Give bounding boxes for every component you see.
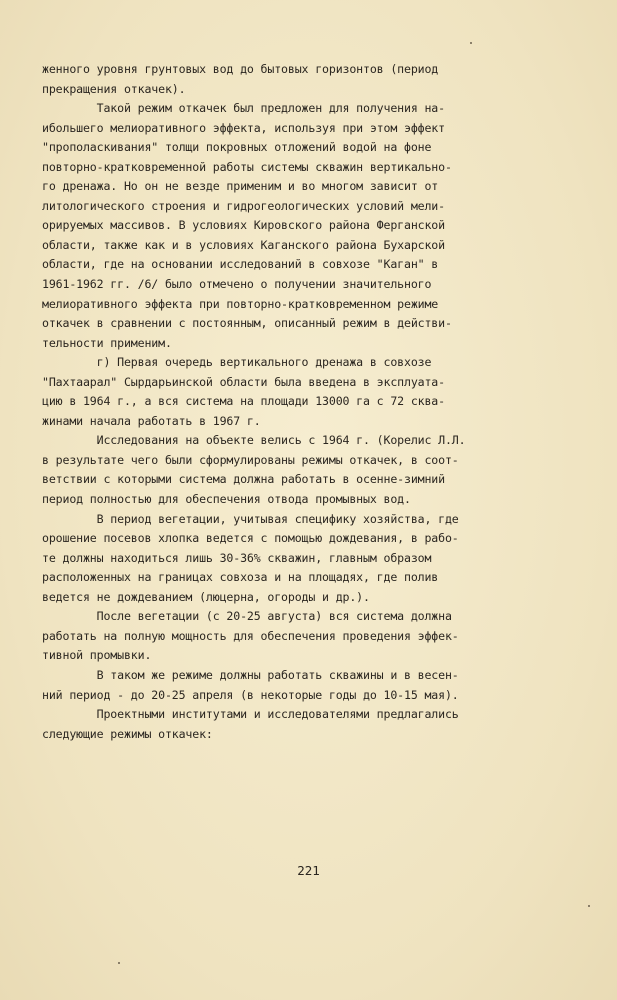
text-line: жинами начала работать в 1967 г.: [42, 413, 261, 428]
text-line: Исследования на объекте велись с 1964 г. (Корелис Л.Л.: [42, 433, 466, 448]
text-line: тивной промывки.: [42, 648, 152, 663]
text-line: г) Первая очередь вертикального дренажа в совхозе: [42, 355, 432, 370]
text-line: цию в 1964 г., а вся система на площади 13000 га с 72 сква-: [42, 394, 445, 409]
text-line: период полностью для обеспечения отвода промывных вод.: [42, 492, 411, 507]
text-line: "прополаскивания" толщи покровных отложений водой на фоне: [42, 140, 432, 155]
text-line: ветствии с которыми система должна работать в осенне-зимний: [42, 472, 445, 487]
page-number: 221: [297, 863, 320, 878]
text-line: повторно-кратковременной работы системы скважин вертикально-: [42, 159, 452, 174]
text-line: следующие режимы откачек:: [42, 726, 213, 741]
paper-speck: [118, 962, 120, 964]
text-line: те должны находиться лишь 30-36% скважин, главным образом: [42, 550, 432, 565]
text-line: "Пахтаарал" Сырдарьинской области была введена в эксплуата-: [42, 374, 445, 389]
text-line: откачек в сравнении с постоянным, описанный режим в действи-: [42, 316, 452, 331]
text-line: ний период - до 20-25 апреля (в некоторые годы до 10-15 мая).: [42, 687, 459, 702]
text-line: области, также как и в условиях Каганского района Бухарской: [42, 237, 445, 252]
text-line: мелиоративного эффекта при повторно-кратковременном режиме: [42, 296, 439, 311]
text-line: области, где на основании исследований в совхозе "Каган" в: [42, 257, 439, 272]
text-line: орируемых массивов. В условиях Кировского района Ферганской: [42, 218, 445, 233]
text-line: расположенных на границах совхоза и на площадях, где полив: [42, 570, 439, 585]
text-line: ведется не дождеванием (люцерна, огороды и др.).: [42, 589, 370, 604]
text-line: женного уровня грунтовых вод до бытовых горизонтов (период: [42, 62, 439, 76]
text-line: тельности применим.: [42, 335, 172, 350]
text-line: 1961-1962 гг. /6/ было отмечено о получении значительного: [42, 277, 432, 292]
text-line: В период вегетации, учитывая специфику хозяйства, где: [42, 511, 459, 526]
text-line: Такой режим откачек был предложен для получения на-: [42, 101, 445, 116]
text-line: Проектными институтами и исследователями предлагались: [42, 707, 459, 722]
text-line: ибольшего мелиоративного эффекта, используя при этом эффект: [42, 120, 445, 135]
text-line: После вегетации (с 20-25 августа) вся система должна: [42, 609, 452, 624]
body-text: [42, 60, 562, 744]
text-line: В таком же режиме должны работать скважины и в весен-: [42, 667, 459, 682]
text-line: в результате чего были сформулированы режимы откачек, в соот-: [42, 452, 459, 467]
text-line: орошение посевов хлопка ведется с помощью дождевания, в рабо-: [42, 531, 459, 546]
text-line: работать на полную мощность для обеспечения проведения эффек-: [42, 628, 459, 643]
paper-speck: [588, 905, 590, 907]
paper-speck: [470, 42, 472, 44]
text-line: прекращения откачек).: [42, 81, 186, 96]
text-line: го дренажа. Но он не везде применим и во многом зависит от: [42, 179, 439, 194]
text-line: литологического строения и гидрогеологических условий мели-: [42, 198, 445, 213]
